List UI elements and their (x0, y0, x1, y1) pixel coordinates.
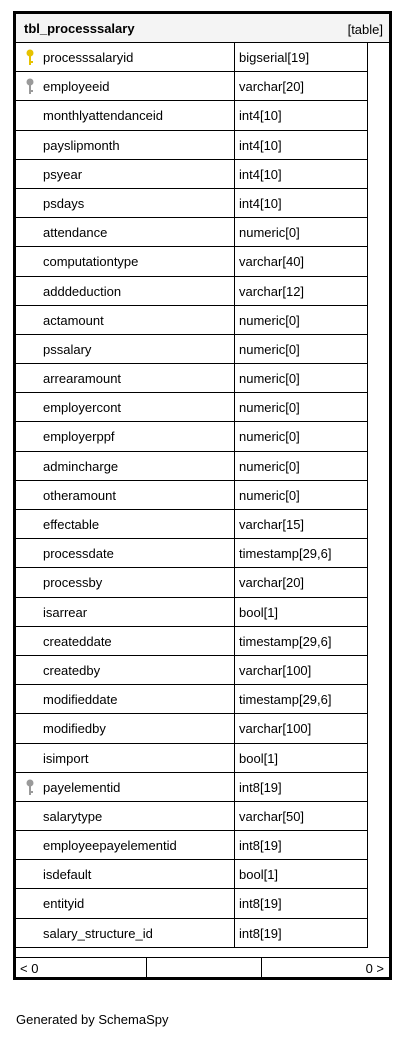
column-extra-cell (368, 481, 389, 510)
column-extra-cell (368, 656, 389, 685)
column-extra-cell (368, 131, 389, 160)
column-extra-cell (368, 831, 389, 860)
column-type: bool[1] (239, 867, 279, 883)
column-name[interactable]: processdate (43, 546, 114, 562)
column-type: varchar[40] (239, 254, 305, 270)
column-name-cell (16, 101, 235, 130)
column-row[interactable] (16, 510, 389, 539)
column-type: int4[10] (239, 166, 282, 182)
column-name-cell (16, 714, 235, 743)
column-type: timestamp[29,6] (239, 692, 332, 708)
column-extra-cell (368, 568, 389, 597)
column-extra-cell (368, 919, 389, 948)
column-row[interactable] (16, 189, 389, 218)
column-type: timestamp[29,6] (239, 633, 332, 649)
column-type: bool[1] (239, 750, 279, 766)
column-name-cell (16, 744, 235, 773)
column-name-cell (16, 802, 235, 831)
footer-children-cell (262, 958, 389, 980)
column-name-cell (16, 860, 235, 889)
table-header (16, 14, 389, 43)
column-extra-cell (368, 685, 389, 714)
column-name-cell (16, 189, 235, 218)
column-extra-cell (368, 306, 389, 335)
column-name[interactable]: employerppf (43, 429, 115, 445)
column-list (16, 43, 389, 948)
column-name-cell (16, 539, 235, 568)
footer-middle-cell (147, 958, 262, 980)
column-name[interactable]: attendance (43, 225, 108, 241)
column-type-cell (235, 218, 368, 247)
column-row[interactable] (16, 72, 389, 101)
column-extra-cell (368, 714, 389, 743)
column-type: timestamp[29,6] (239, 546, 332, 562)
column-name-cell (16, 364, 235, 393)
column-extra-cell (368, 335, 389, 364)
column-type-cell (235, 860, 368, 889)
column-name[interactable]: arrearamount (43, 371, 122, 387)
column-type-cell (235, 656, 368, 685)
column-extra-cell (368, 218, 389, 247)
column-extra-cell (368, 802, 389, 831)
column-extra-cell (368, 627, 389, 656)
column-type-cell (235, 43, 368, 72)
column-row[interactable] (16, 656, 389, 685)
column-type-cell (235, 744, 368, 773)
column-name-cell (16, 131, 235, 160)
column-name-cell (16, 510, 235, 539)
column-row[interactable] (16, 364, 389, 393)
column-name-cell (16, 72, 235, 101)
table-name[interactable]: tbl_processsalary (24, 21, 135, 36)
column-name-cell (16, 889, 235, 918)
column-row[interactable] (16, 218, 389, 247)
column-type: int8[19] (239, 925, 282, 941)
column-row[interactable] (16, 685, 389, 714)
column-row[interactable] (16, 802, 389, 831)
column-type-cell (235, 539, 368, 568)
table-footer (16, 957, 389, 980)
column-type-cell (235, 101, 368, 130)
foreign-key-icon (25, 78, 35, 95)
primary-key-icon (25, 49, 35, 66)
footer-parents-cell (16, 958, 147, 980)
column-type: numeric[0] (239, 487, 300, 503)
column-name-cell (16, 335, 235, 364)
column-extra-cell (368, 598, 389, 627)
column-name-cell (16, 568, 235, 597)
column-name-cell (16, 43, 235, 72)
column-type: numeric[0] (239, 225, 300, 241)
column-name-cell (16, 160, 235, 189)
column-row[interactable] (16, 773, 389, 802)
column-row[interactable] (16, 889, 389, 918)
column-name-cell (16, 685, 235, 714)
column-type: int8[19] (239, 896, 282, 912)
column-type-cell (235, 247, 368, 276)
column-type-cell (235, 422, 368, 451)
column-row[interactable] (16, 393, 389, 422)
column-row[interactable] (16, 101, 389, 130)
column-name[interactable]: actamount (43, 312, 104, 328)
column-type: int4[10] (239, 195, 282, 211)
column-name-cell (16, 218, 235, 247)
column-extra-cell (368, 160, 389, 189)
column-type-cell (235, 393, 368, 422)
column-type: varchar[100] (239, 662, 312, 678)
child-count[interactable]: 0 > (365, 961, 384, 976)
column-type-cell (235, 627, 368, 656)
column-name-cell (16, 277, 235, 306)
column-name-cell (16, 598, 235, 627)
column-row[interactable] (16, 335, 389, 364)
column-row[interactable] (16, 919, 389, 948)
column-row[interactable] (16, 860, 389, 889)
table-type-label: [table] (347, 22, 383, 37)
column-extra-cell (368, 189, 389, 218)
column-extra-cell (368, 744, 389, 773)
column-type: varchar[20] (239, 575, 305, 591)
column-name[interactable]: admincharge (43, 458, 119, 474)
column-extra-cell (368, 247, 389, 276)
column-name[interactable]: otheramount (43, 487, 116, 503)
column-extra-cell (368, 43, 389, 72)
column-name[interactable]: isdefault (43, 867, 92, 883)
column-name[interactable]: employeeid (43, 79, 110, 95)
column-type: numeric[0] (239, 429, 300, 445)
column-type-cell (235, 773, 368, 802)
column-name[interactable]: employercont (43, 400, 122, 416)
column-type-cell (235, 131, 368, 160)
column-type: numeric[0] (239, 312, 300, 328)
column-type-cell (235, 306, 368, 335)
column-name[interactable]: isimport (43, 750, 89, 766)
column-type-cell (235, 481, 368, 510)
column-name[interactable]: processby (43, 575, 103, 591)
column-name[interactable]: salarytype (43, 808, 103, 824)
column-extra-cell (368, 452, 389, 481)
column-type-cell (235, 189, 368, 218)
column-name[interactable]: adddeduction (43, 283, 122, 299)
column-name[interactable]: payslipmonth (43, 137, 120, 153)
column-extra-cell (368, 510, 389, 539)
column-name[interactable]: employeepayelementid (43, 838, 177, 854)
column-name[interactable]: entityid (43, 896, 85, 912)
column-type: int8[19] (239, 779, 282, 795)
column-type: int4[10] (239, 108, 282, 124)
column-name-cell (16, 481, 235, 510)
column-type: numeric[0] (239, 458, 300, 474)
column-row[interactable] (16, 627, 389, 656)
column-name-cell (16, 773, 235, 802)
column-type-cell (235, 72, 368, 101)
column-name[interactable]: psdays (43, 195, 85, 211)
column-row[interactable] (16, 422, 389, 451)
column-extra-cell (368, 277, 389, 306)
column-row[interactable] (16, 452, 389, 481)
column-type-cell (235, 364, 368, 393)
column-name-cell (16, 422, 235, 451)
column-name[interactable]: isarrear (43, 604, 88, 620)
column-extra-cell (368, 393, 389, 422)
column-row[interactable] (16, 744, 389, 773)
column-type: varchar[50] (239, 808, 305, 824)
column-row[interactable] (16, 481, 389, 510)
column-row[interactable] (16, 277, 389, 306)
column-name[interactable]: psyear (43, 166, 83, 182)
column-type: varchar[15] (239, 517, 305, 532)
column-row[interactable] (16, 714, 389, 743)
column-extra-cell (368, 364, 389, 393)
table-box (13, 11, 392, 980)
column-type: bool[1] (239, 604, 279, 620)
column-name[interactable]: createdby (43, 662, 101, 678)
column-type: varchar[12] (239, 283, 305, 299)
generated-by-label: Generated by SchemaSpy (16, 1012, 169, 1027)
column-extra-cell (368, 773, 389, 802)
column-row[interactable] (16, 598, 389, 627)
column-type-cell (235, 277, 368, 306)
column-extra-cell (368, 101, 389, 130)
column-type-cell (235, 598, 368, 627)
column-name[interactable]: computationtype (43, 254, 139, 270)
column-extra-cell (368, 539, 389, 568)
column-type-cell (235, 802, 368, 831)
column-type: numeric[0] (239, 341, 300, 357)
column-type: int8[19] (239, 838, 282, 854)
column-type-cell (235, 335, 368, 364)
column-extra-cell (368, 72, 389, 101)
column-row[interactable] (16, 247, 389, 276)
column-name[interactable]: pssalary (43, 341, 92, 357)
column-row[interactable] (16, 831, 389, 860)
column-name-cell (16, 452, 235, 481)
column-row[interactable] (16, 131, 389, 160)
column-extra-cell (368, 860, 389, 889)
column-type-cell (235, 831, 368, 860)
column-type-cell (235, 160, 368, 189)
column-type-cell (235, 889, 368, 918)
column-name-cell (16, 306, 235, 335)
column-row[interactable] (16, 539, 389, 568)
column-name-cell (16, 831, 235, 860)
column-name[interactable]: createddate (43, 633, 112, 649)
column-type: varchar[20] (239, 79, 305, 95)
column-type: bigserial[19] (239, 50, 310, 65)
column-name[interactable]: modifieddate (43, 692, 118, 708)
column-name-cell (16, 919, 235, 948)
foreign-key-icon (25, 779, 35, 796)
column-name[interactable]: effectable (43, 517, 100, 532)
column-name[interactable]: modifiedby (43, 721, 106, 737)
column-name-cell (16, 656, 235, 685)
column-row[interactable] (16, 568, 389, 597)
column-name[interactable]: payelementid (43, 779, 121, 795)
column-row[interactable] (16, 43, 389, 72)
column-type-cell (235, 714, 368, 743)
parent-count[interactable]: < 0 (20, 961, 39, 976)
column-name-cell (16, 247, 235, 276)
column-name-cell (16, 627, 235, 656)
column-type-cell (235, 452, 368, 481)
column-type: int4[10] (239, 137, 282, 153)
column-extra-cell (368, 889, 389, 918)
column-type: numeric[0] (239, 400, 300, 416)
column-name[interactable]: processsalaryid (43, 50, 134, 65)
column-extra-cell (368, 422, 389, 451)
column-row[interactable] (16, 160, 389, 189)
column-type-cell (235, 568, 368, 597)
column-name[interactable]: salary_structure_id (43, 925, 153, 941)
column-type-cell (235, 919, 368, 948)
column-type-cell (235, 685, 368, 714)
column-name-cell (16, 393, 235, 422)
column-type: varchar[100] (239, 721, 312, 737)
column-type-cell (235, 510, 368, 539)
column-row[interactable] (16, 306, 389, 335)
column-name[interactable]: monthlyattendanceid (43, 108, 163, 124)
column-type: numeric[0] (239, 371, 300, 387)
